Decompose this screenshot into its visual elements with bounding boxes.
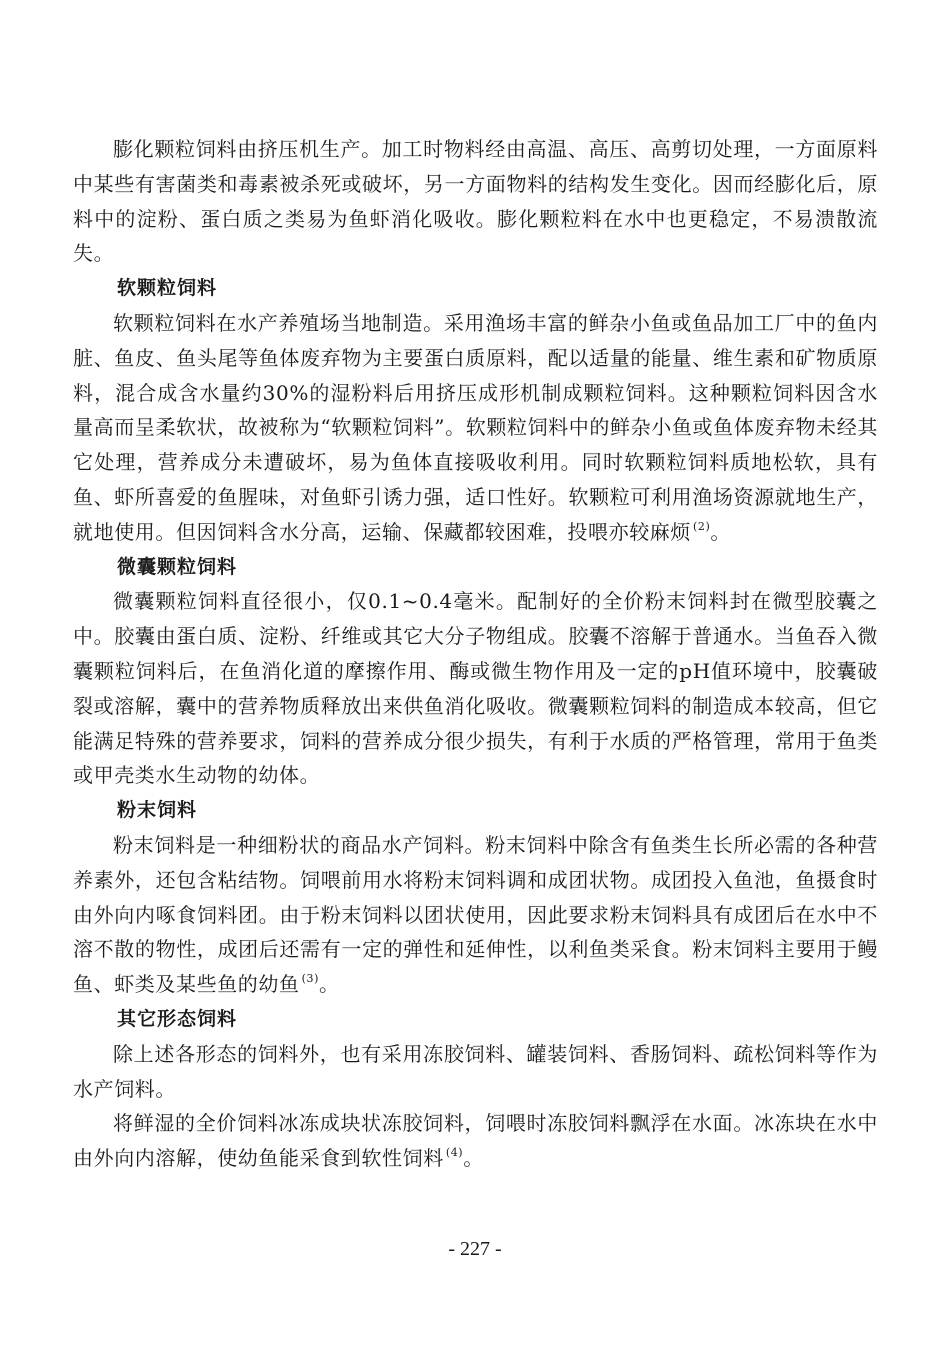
page-body — [73, 132, 878, 1176]
heading-microcapsule-feed: 微囊颗粒饲料 — [117, 555, 238, 578]
paragraph-end: 。 — [319, 972, 340, 997]
paragraph-powder-feed — [73, 828, 878, 1002]
heading-other-forms-feed: 其它形态饲料 — [117, 1007, 238, 1030]
paragraph-puffed-pellet-feed: 膨化颗粒饲料由挤压机生产。加工时物料经由高温、高压、高剪切处理，一方面原料中某些有害菌类和毒素被杀死或破坏，另一方面物料的结构发生变化。因而经膨化后，原料中的淀粉、蛋白质之类易为鱼虾消化吸收。膨化颗粒料在水中也更稳定，不易溃散流失。 — [73, 137, 878, 266]
citation-ref: (2) — [693, 519, 711, 533]
paragraph-other-forms-feed: 除上述各形态的饲料外，也有采用冻胶饲料、罐装饲料、香肠饲料、疏松饲料等作为水产饲料。 — [73, 1041, 878, 1101]
paragraph-text: 将鲜湿的全价饲料冰冻成块状冻胶饲料，饲喂时冻胶饲料飘浮在水面。冰冻块在水中由外向内溶解，使幼鱼能采食到软性饲料 — [73, 1111, 878, 1171]
heading-powder-feed: 粉末饲料 — [117, 799, 198, 822]
paragraph-end: 。 — [710, 519, 731, 544]
paragraph-frozen-gel-feed — [73, 1106, 878, 1176]
heading-soft-pellet-feed: 软颗粒饲料 — [117, 277, 218, 300]
paragraph-text: 粉末饲料是一种细粉状的商品水产饲料。粉末饲料中除含有鱼类生长所必需的各种营养素外，还包含粘结物。饲喂前用水将粉末饲料调和成团状物。成团投入鱼池，鱼摄食时由外向内啄食饲料团。由于粉末饲料以团状使用，因此要求粉末饲料具有成团后在水中不溶不散的物性，成团后还需有一定的弹性和延伸性，以利鱼类采食。粉末饲料主要用于鳗鱼、虾类及某些鱼的幼鱼 — [73, 832, 878, 997]
citation-ref: (4) — [445, 1146, 464, 1160]
paragraph-text: 软颗粒饲料在水产养殖场当地制造。采用渔场丰富的鲜杂小鱼或鱼品加工厂中的鱼内脏、鱼皮、鱼头尾等鱼体废弃物为主要蛋白质原料，配以适量的能量、维生素和矿物质原料，混合成含水量约30%的湿粉料后用挤压成形机制成颗粒饲料。这种颗粒饲料因含水量高而呈柔软状，故被称为“软颗粒饲料”。软颗粒饲料中的鲜杂小鱼或鱼体废弃物未经其它处理，营养成分未遭破坏，易为鱼体直接吸收利用。同时软颗粒饲料质地松软，具有鱼、虾所喜爱的鱼腥味，对鱼虾引诱力强，适口性好。软颗粒可利用渔场资源就地生产，就地使用。但因饲料含水分高，运输、保藏都较困难，投喂亦较麻烦 — [73, 310, 878, 544]
paragraph-soft-pellet-feed — [73, 306, 878, 550]
page-number: - 227 - — [448, 1238, 502, 1260]
citation-ref: (3) — [301, 972, 319, 986]
paragraph-end: 。 — [463, 1146, 484, 1171]
paragraph-microcapsule-feed: 微囊颗粒饲料直径很小，仅0.1~0.4毫米。配制好的全价粉末饲料封在微型胶囊之中。胶囊由蛋白质、淀粉、纤维或其它大分子物组成。胶囊不溶解于普通水。当鱼吞入微囊颗粒饲料后，在鱼消化道的摩擦作用、酶或微生物作用及一定的pH值环境中，胶囊破裂或溶解，囊中的营养物质释放出来供鱼消化吸收。微囊颗粒饲料的制造成本较高，但它能满足特殊的营养要求，饲料的营养成分很少损失，有利于水质的严格管理，常用于鱼类或甲壳类水生动物的幼体。 — [73, 589, 878, 788]
